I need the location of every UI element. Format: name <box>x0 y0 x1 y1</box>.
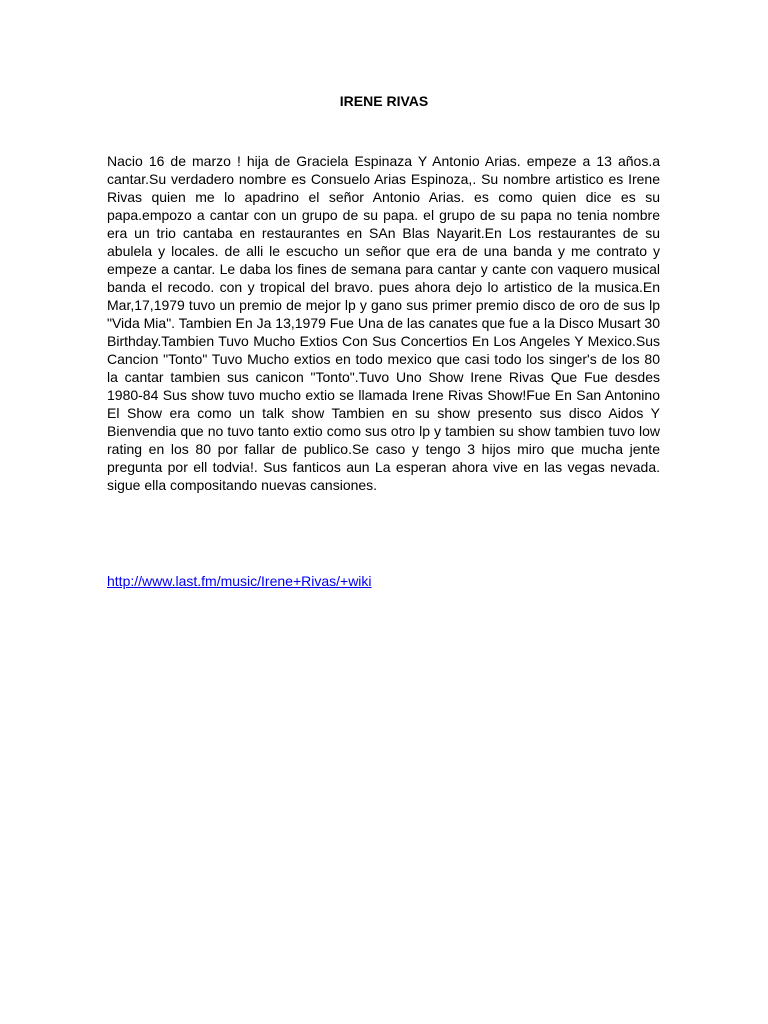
source-link[interactable]: http://www.last.fm/music/Irene+Rivas/+wiki <box>107 573 372 589</box>
document-title: IRENE RIVAS <box>339 93 429 109</box>
document-body-paragraph: Nacio 16 de marzo ! hija de Graciela Espinaza Y Antonio Arias. empeze a 13 años.a cantar.Su verdadero nombre es Consuelo Arias Espinoza,. Su nombre artistico es Irene Rivas quien me lo apadrino el señor Antonio Arias. es como quien dice es su papa.empozo a cantar con un grupo de su papa. el grupo de su papa no tenia nombre era un trio cantaba en restaurantes en SAn Blas Nayarit.En Los restaurantes de su abulela y locales. de alli le escucho un señor que era de una banda y me contrato y empeze a cantar. Le daba los fines de semana para cantar y cante con vaquero musical banda el recodo. con y tropical del bravo. pues ahora dejo lo artistico de la musica.En Mar,17,1979 tuvo un premio de mejor lp y gano sus primer premio disco de oro de sus lp "Vida Mia". Tambien En Ja 13,1979 Fue Una de las canates que fue a la Disco Musart 30 Birthday.Tambien Tuvo Mucho Extios Con Sus Concertios En Los Angeles Y Mexico.Sus Cancion "Tonto" Tuvo Mucho extios en todo mexico que casi todo los singer's de los 80 la cantar tambien sus canicon "Tonto".Tuvo Uno Show Irene Rivas Que Fue desdes 1980-84 Sus show tuvo mucho extio se llamada Irene Rivas Show!Fue En San Antonino El Show era como un talk show Tambien en su show presento sus disco Aidos Y Bienvendia que no tuvo tanto extio como sus otro lp y tambien su show tambien tuvo low rating en los 80 por fallar de publico.Se caso y tengo 3 hijos miro que mucha jente pregunta por ell todvia!. Sus fanticos aun La esperan ahora vive en las vegas nevada. sigue ella compositando nuevas cansiones. <box>107 153 660 493</box>
